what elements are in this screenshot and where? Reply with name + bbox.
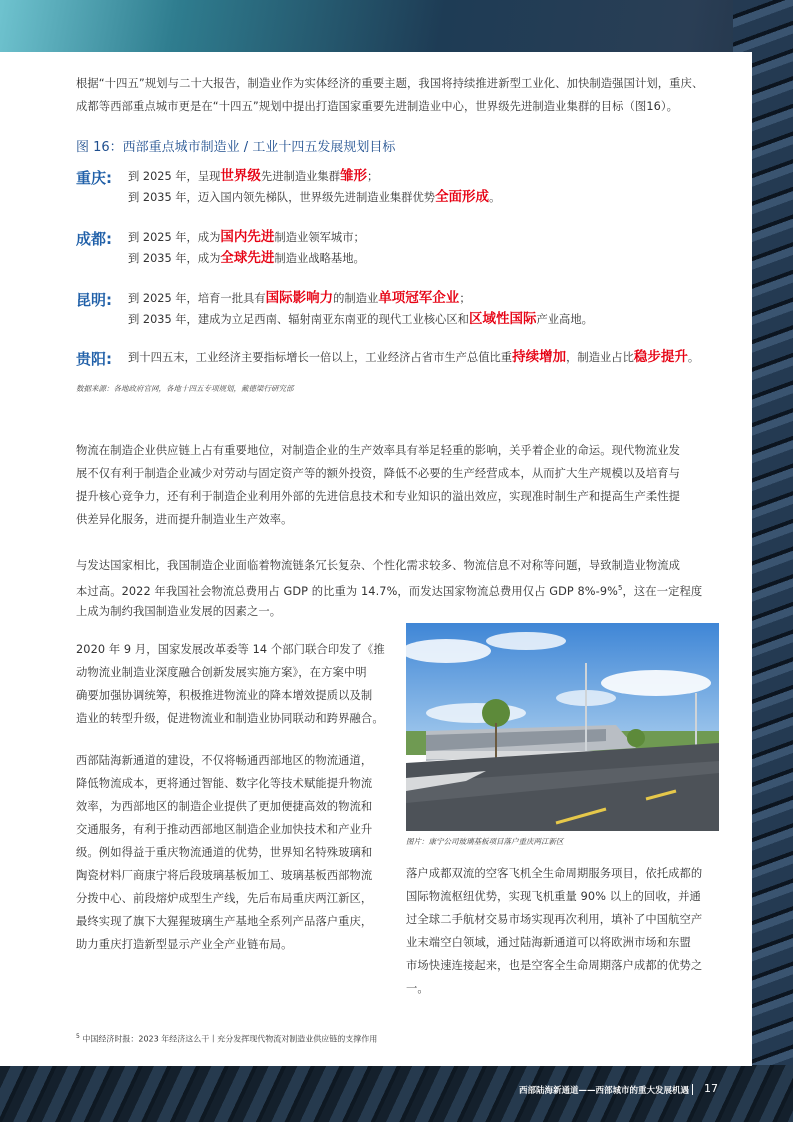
highlight: 稳步提升 — [633, 349, 688, 365]
para2-line-2: 本过高。2022 年我国社会物流总费用占 GDP 的比重为 14.7%，而发达国家物流总费用仅占 GDP 8%-9%$^5$，这在一定程度 — [76, 584, 703, 598]
city-guiyang: 贵阳: — [76, 350, 112, 368]
factory-photo-illustration — [406, 623, 719, 831]
highlight: 国际影响力 — [265, 290, 334, 306]
figure-title: 图 16：西部重点城市制造业 / 工业十四五发展规划目标 — [76, 140, 396, 155]
kunming-goal-2025: 到 2025 年，培育一批具有国际影响力的制造业单项冠军企业； — [128, 290, 471, 306]
para4-line-7: 分拨中心、前段熔炉成型生产线，先后布局重庆两江新区， — [76, 892, 373, 905]
highlight: 全球先进 — [220, 250, 275, 266]
para1-line-3: 提升核心竞争力，还有利于制造企业利用外部的先进信息技术和专业知识的溢出效应，实现准时制生产和提高生产柔性提 — [76, 490, 681, 503]
chengdu-goal-2025: 到 2025 年，成为国内先进制造业领军城市； — [128, 229, 365, 245]
para5-line-6: 一。 — [406, 982, 429, 995]
para3-line-4: 造业的转型升级，促进物流业和制造业协同联动和跨界融合。 — [76, 712, 384, 725]
chongqing-goal-2025: 到 2025 年，呈现世界级先进制造业集群雏形； — [128, 168, 379, 184]
para4-line-3: 效率，为西部地区的制造企业提供了更加便捷高效的物流和 — [76, 800, 373, 813]
para5-line-4: 业末端空白领域，通过陆海新通道可以将欧洲市场和东盟 — [406, 936, 691, 949]
para4-line-9: 助力重庆打造新型显示产业全产业链布局。 — [76, 938, 293, 951]
chengdu-goal-2035: 到 2035 年，成为全球先进制造业战略基地。 — [128, 250, 365, 266]
chongqing-goal-2035: 到 2035 年，迈入国内领先梯队，世界级先进制造业集群优势全面形成。 — [128, 189, 501, 205]
highlight: 雏形 — [340, 168, 368, 184]
para4-line-5: 级。例如得益于重庆物流通道的优势，世界知名特殊玻璃和 — [76, 846, 373, 859]
para2-line-3: 上成为制约我国制造业发展的因素之一。 — [76, 605, 282, 618]
para2-line-1: 与发达国家相比，我国制造企业面临着物流链条冗长复杂、个性化需求较多、物流信息不对称等问题，导致制造业物流成 — [76, 559, 681, 572]
highlight: 世界级 — [220, 168, 261, 184]
city-chengdu: 成都: — [76, 230, 112, 248]
kunming-goal-2035: 到 2035 年，建成为立足西南、辐射南亚东南亚的现代工业核心区和区域性国际产业高地。 — [128, 311, 593, 327]
footnote: $^5$ 中国经济时报：2023 年经济这么干丨充分发挥现代物流对制造业供应链的支撑作用 — [76, 1033, 378, 1044]
highlight: 国内先进 — [220, 229, 275, 245]
para4-line-6: 陶瓷材料厂商康宁将后段玻璃基板加工、玻璃基板西部物流 — [76, 869, 373, 882]
guiyang-goal: 到十四五末，工业经济主要指标增长一倍以上，工业经济占省市生产总值比重持续增加，制造业占比稳步提升。 — [128, 349, 700, 365]
footer-title: 西部陆海新通道——西部城市的重大发展机遇 — [519, 1086, 690, 1096]
para5-line-5: 市场快速连接起来，也是空客全生命周期落户成都的优势之 — [406, 959, 703, 972]
para3-line-3: 确要加强协调统筹，积极推进物流业的降本增效提质以及制 — [76, 689, 373, 702]
para1-line-2: 展不仅有利于制造企业减少对劳动与固定资产等的额外投资，降低不必要的生产经营成本，从而扩大生产规模以及培育与 — [76, 467, 681, 480]
para4-line-1: 西部陆海新通道的建设，不仅将畅通西部地区的物流通道， — [76, 754, 373, 767]
para5-line-3: 过全球二手航材交易市场实现再次利用，填补了中国航空产 — [406, 913, 703, 926]
footnote-ref: 5 — [617, 584, 623, 592]
para4-line-8: 最终实现了旗下大猩猩玻璃生产基地全系列产品落户重庆， — [76, 915, 373, 928]
para4-line-2: 降低物流成本，更将通过智能、数字化等技术赋能提升物流 — [76, 777, 373, 790]
city-kunming: 昆明: — [76, 291, 112, 309]
city-chongqing: 重庆: — [76, 169, 112, 187]
highlight: 持续增加 — [512, 349, 567, 365]
factory-photo — [406, 623, 719, 831]
para1-line-1: 物流在制造企业供应链上占有重要地位，对制造企业的生产效率具有举足轻重的影响，关乎着企业的命运。现代物流业发 — [76, 444, 681, 457]
intro-line-1: 根据“十四五”规划与二十大报告，制造业作为实体经济的重要主题，我国将持续推进新型工业化、加快制造强国计划，重庆、 — [76, 77, 704, 90]
para5-line-2: 国际物流枢纽优势，实现飞机重量 90% 以上的回收，并通 — [406, 890, 701, 903]
highlight: 区域性国际 — [468, 311, 537, 327]
para3-line-1: 2020 年 9 月，国家发展改革委等 14 个部门联合印发了《推 — [76, 643, 385, 656]
para5-line-1: 落户成都双流的空客飞机全生命周期服务项目，依托成都的 — [406, 867, 703, 880]
intro-line-2: 成都等西部重点城市更是在“十四五”规划中提出打造国家重要先进制造业中心，世界级先进制造业集群的目标（图16）。 — [76, 100, 679, 113]
para4-line-4: 交通服务，有利于推动西部地区制造企业加快技术和产业升 — [76, 823, 373, 836]
para1-line-4: 供差异化服务，进而提升制造业生产效率。 — [76, 513, 293, 526]
figure-source: 数据来源：各地政府官网，各地十四五专项规划，戴德梁行研究部 — [76, 384, 294, 393]
page-number: 17 — [704, 1082, 718, 1095]
highlight: 单项冠军企业 — [378, 290, 460, 306]
photo-caption: 图片：康宁公司玻璃基板项目落户重庆两江新区 — [406, 837, 564, 846]
para3-line-2: 动物流业制造业深度融合创新发展实施方案》，在方案中明 — [76, 666, 367, 679]
highlight: 全面形成 — [435, 189, 490, 205]
footer-separator — [692, 1084, 693, 1095]
